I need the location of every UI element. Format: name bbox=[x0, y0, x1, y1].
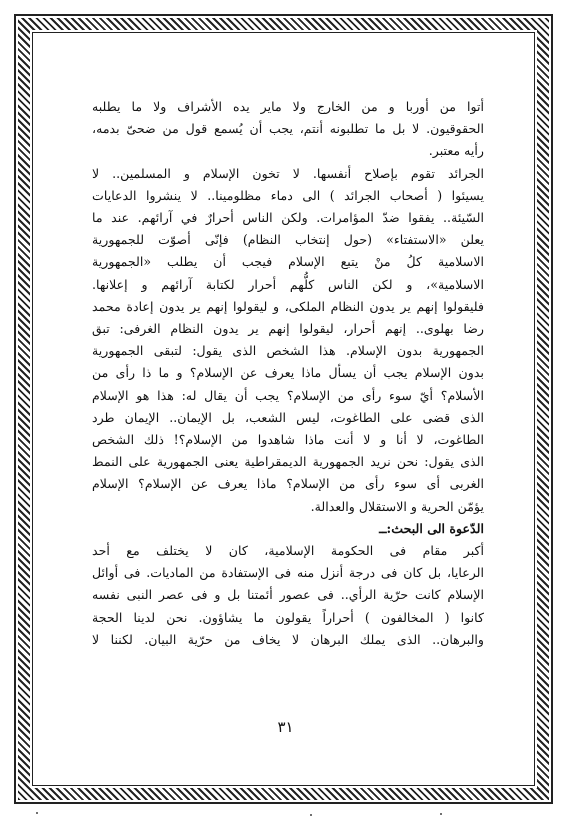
text-line: الذى يقول: نحن نريد الجمهورية الديمقراطية يعنى الجمهورية على النمط bbox=[92, 454, 484, 470]
text-line: كانوا ( المخالفون ) أحراراً يقولون ما يشاؤون. نحن لدينا الحجة bbox=[92, 609, 484, 625]
text-line: الاسلامية»، و لكن الناس كلُّهم أحرار لكتابة آرائهم و إعلانها. bbox=[92, 276, 484, 292]
text-line: الأسلام؟ أيّ سوء رأى من الإسلام؟ يجب أن يقال له: هذا هو الإسلام bbox=[92, 387, 484, 403]
text-line: الحقوقيون. لا بل ما تطلبونه أنتم، يجب أن يُسمع قول من ضحىّ بدمه، bbox=[92, 121, 484, 137]
text-line: رأيه معتبر. bbox=[428, 143, 484, 159]
text-line: السّيئة.. يفقوا ضدّ المؤامرات. ولكن الناس أحرارٌ في آرائهم. عند ما bbox=[92, 210, 484, 226]
text-line: يسيئوا ( أصحاب الجرائد ) الى دماء مظلومينا.. لا ينشروا الدعايات bbox=[92, 187, 484, 203]
text-line: الجمهورية بدون الإسلام. هذا الشخص الذى يقول: لتبقى الجمهورية bbox=[92, 343, 484, 359]
text-line: أتوا من أوربا و من الخارج ولا ماير يده الأشراف ولا ما يطلبه bbox=[92, 99, 484, 114]
text-line: الذى قضى على الطاغوت، ليس الشعب، بل الإيمان.. الإيمان طرد bbox=[92, 409, 484, 425]
scan-speck bbox=[36, 812, 38, 814]
section-heading: الدّعوة الى البحث:ــ bbox=[379, 520, 484, 536]
body-text bbox=[92, 96, 484, 651]
text-line: يؤمّن الحرية و الاستقلال والعدالة. bbox=[310, 498, 484, 514]
text-line: الجرائد تقوم بإصلاح أنفسها. لا تخون الإسلام و المسلمين.. لا bbox=[92, 165, 484, 181]
text-line: الطاغوت، لا أنا و لا أنت ماذا شاهدوا من الإسلام؟! ذلك الشخص bbox=[92, 432, 484, 448]
text-line: يعلن «الاستفتاء» (حول إنتخاب النظام) فإنّى أصوّت للجمهورية bbox=[92, 232, 484, 248]
scan-speck bbox=[310, 814, 312, 816]
text-line: الاسلامية كلُ منْ يتبع الإسلام فيجب أن يطلب «الجمهورية bbox=[92, 254, 484, 270]
scan-speck bbox=[440, 813, 442, 815]
text-line: والبرهان.. الذى يملك البرهان لا يخاف من حرّية البيان. لكننا لا bbox=[92, 631, 484, 647]
text-line: الغربى أى سوء رأى من الإسلام؟ ماذا يعرف عن الإسلام؟ الإسلام bbox=[92, 476, 484, 492]
text-line: الإسلام كانت حرّية الرأي.. فى عصور أئمتنا بل و فى عصر النبى نفسه bbox=[92, 587, 484, 603]
text-line: فليقولوا إنهم ير يدون النظام الملكى، و ليقولوا إنهم ير يدون إعادة محمد bbox=[92, 298, 484, 314]
page-number: ٣١ bbox=[277, 718, 294, 736]
text-line: بدون الإسلام يجب أن يسأل ماذا يعرف عن الإسلام؟ و ما ذا رأى من bbox=[92, 365, 484, 381]
text-line: أكبر مقام فى الحكومة الإسلامية، كان لا يختلف مع أحد bbox=[92, 543, 484, 559]
text-line: رضا بهلوى.. إنهم أحرار، ليقولوا إنهم ير يدون النظام الغرفى: تبق bbox=[92, 321, 484, 337]
text-line: الرعايا، بل كان فى درجة أنزل منه فى الإستفادة من الماديات. فى أوائل bbox=[92, 565, 484, 581]
